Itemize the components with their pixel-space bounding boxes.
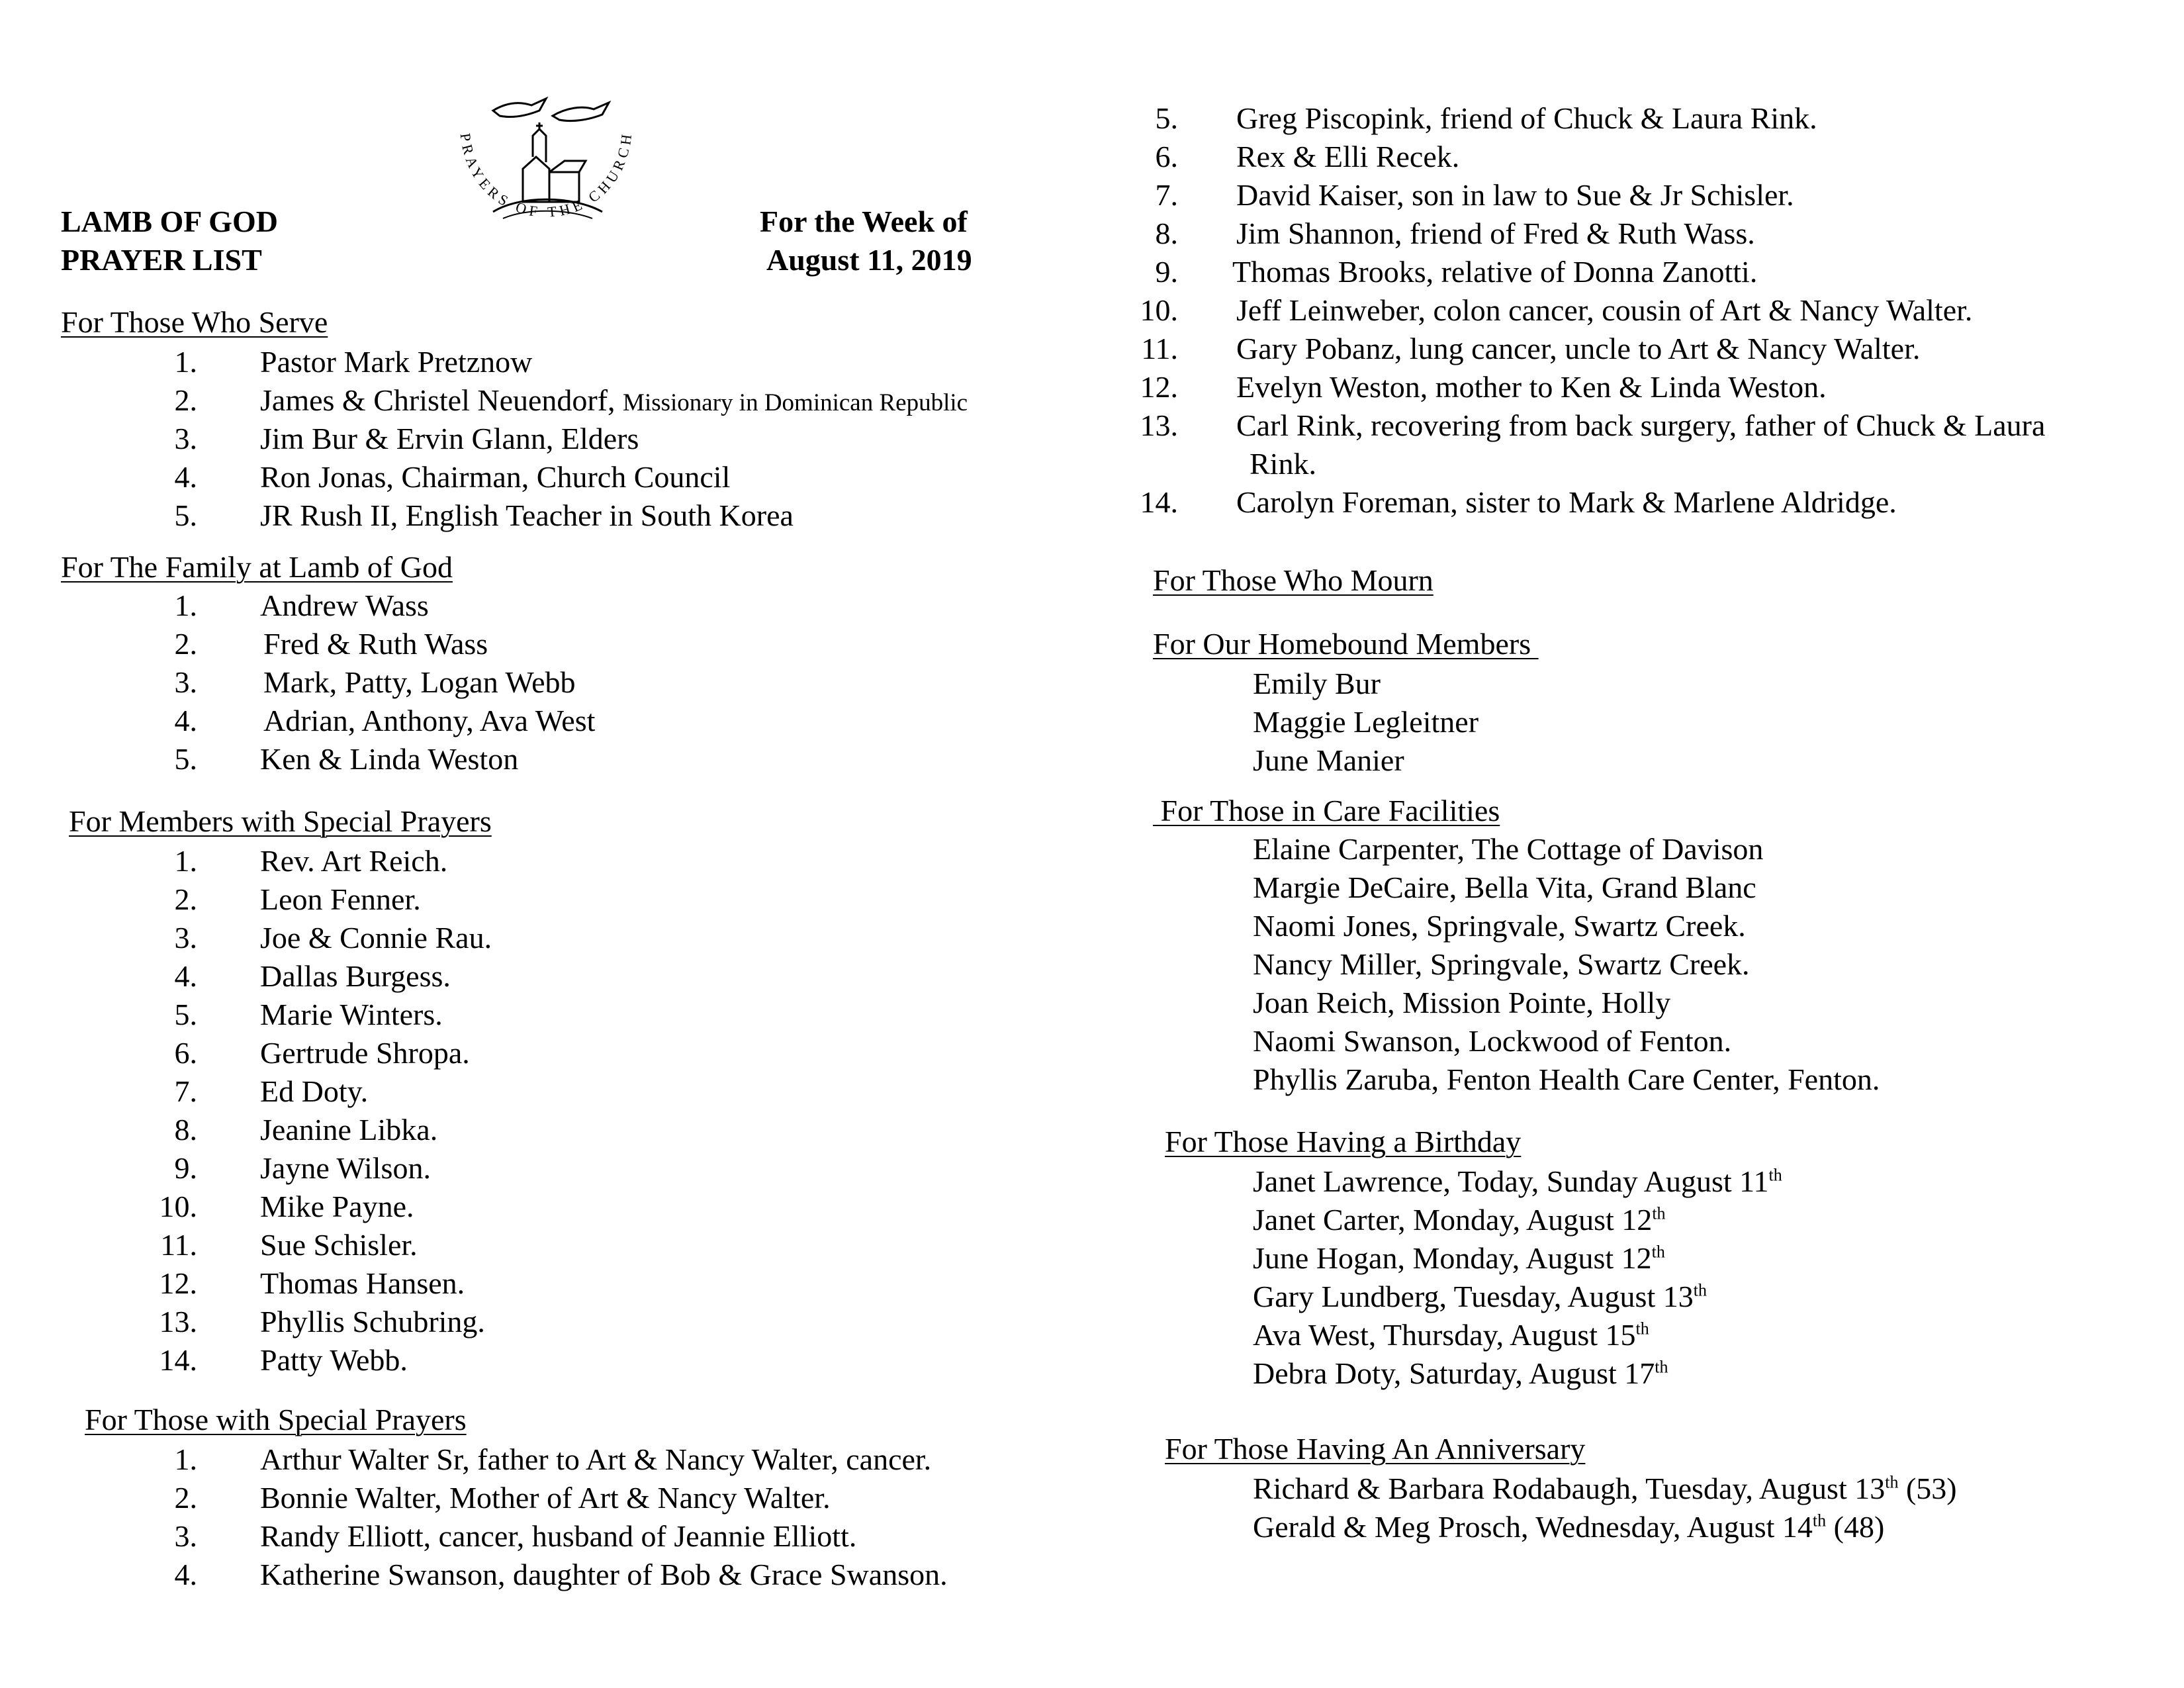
list-item: Emily Bur	[1253, 667, 1381, 700]
section-heading-birthday: For Those Having a Birthday	[1165, 1125, 1522, 1158]
week-date: August 11, 2019	[766, 243, 972, 277]
list-item: 2. Bonnie Walter, Mother of Art & Nancy Walter.	[174, 1481, 831, 1515]
section-heading-mourn: For Those Who Mourn	[1153, 563, 1433, 597]
section-heading-anniversary: For Those Having An Anniversary	[1165, 1432, 1586, 1466]
list-item: 9. Thomas Brooks, relative of Donna Zanotti.	[1155, 255, 1758, 289]
section-heading-homebound: For Our Homebound Members	[1153, 627, 1539, 661]
list-item: June Manier	[1253, 743, 1404, 777]
list-item: 5. Marie Winters.	[174, 998, 443, 1031]
list-item: 14. Patty Webb.	[159, 1343, 408, 1377]
list-item: 5. JR Rush II, English Teacher in South Korea	[174, 498, 794, 532]
list-item: 7. David Kaiser, son in law to Sue & Jr Schisler.	[1155, 178, 1794, 212]
list-item: 13. Carl Rink, recovering from back surgery, father of Chuck & Laura	[1140, 408, 2046, 442]
list-item: Phyllis Zaruba, Fenton Health Care Center, Fenton.	[1253, 1062, 1880, 1096]
section-heading-care: For Those in Care Facilities	[1153, 794, 1500, 827]
birthday-list	[1253, 1162, 2113, 1393]
family-list	[144, 586, 1111, 778]
list-item: Janet Carter, Monday, August 12th	[1253, 1203, 1666, 1237]
anniversary-list	[1253, 1470, 2146, 1546]
prayers-of-the-church-logo	[447, 96, 645, 238]
section-heading-serve: For Those Who Serve	[61, 305, 328, 339]
list-item: 1. Arthur Walter Sr, father to Art & Nancy Walter, cancer.	[174, 1442, 932, 1476]
list-item: Joan Reich, Mission Pointe, Holly	[1253, 986, 1671, 1019]
list-item: 8. Jeanine Libka.	[174, 1113, 438, 1147]
list-item: 1. Rev. Art Reich.	[174, 844, 448, 878]
list-item: 4. Dallas Burgess.	[174, 959, 451, 993]
list-item-continuation: Rink.	[1250, 447, 1316, 481]
list-item: 3. Mark, Patty, Logan Webb	[174, 665, 576, 699]
list-item: Naomi Jones, Springvale, Swartz Creek.	[1253, 909, 1746, 943]
list-item: Margie DeCaire, Bella Vita, Grand Blanc	[1253, 870, 1756, 904]
list-item: 5. Ken & Linda Weston	[174, 742, 519, 776]
list-item: Janet Lawrence, Today, Sunday August 11th	[1253, 1164, 1782, 1198]
list-item: Ava West, Thursday, August 15th	[1253, 1318, 1649, 1352]
document-title-line1: LAMB OF GOD	[61, 205, 278, 238]
list-item: 11. Gary Pobanz, lung cancer, uncle to Art & Nancy Walter.	[1141, 332, 1921, 365]
section-heading-family: For The Family at Lamb of God	[61, 550, 453, 584]
list-item: 10. Jeff Leinweber, colon cancer, cousin of Art & Nancy Walter.	[1140, 293, 1973, 327]
list-item: 2. Fred & Ruth Wass	[174, 627, 488, 661]
list-item: 4. Adrian, Anthony, Ava West	[174, 704, 596, 737]
list-item: 13. Phyllis Schubring.	[159, 1305, 485, 1338]
list-item: 4. Katherine Swanson, daughter of Bob & Grace Swanson.	[174, 1558, 948, 1591]
list-item: 6. Rex & Elli Recek.	[1155, 140, 1460, 173]
list-item: 9. Jayne Wilson.	[174, 1151, 431, 1185]
list-item: Richard & Barbara Rodabaugh, Tuesday, August 13th (53)	[1253, 1472, 1957, 1505]
list-item: Gerald & Meg Prosch, Wednesday, August 14th (48)	[1253, 1510, 1885, 1544]
logo-text: PRAYERS OF THE CHURCH	[457, 129, 635, 220]
list-item: Naomi Swanson, Lockwood of Fenton.	[1253, 1024, 1732, 1058]
list-item: 1. Andrew Wass	[174, 588, 429, 622]
list-item: 12. Thomas Hansen.	[159, 1266, 465, 1300]
list-item: Elaine Carpenter, The Cottage of Davison	[1253, 832, 1764, 866]
care-list	[1253, 830, 2113, 1099]
list-item: Nancy Miller, Springvale, Swartz Creek.	[1253, 947, 1750, 981]
document-title-line2: PRAYER LIST	[61, 243, 262, 277]
list-item: 3. Jim Bur & Ervin Glann, Elders	[174, 422, 639, 455]
list-item: 11. Sue Schisler.	[160, 1228, 418, 1262]
list-item: 3. Joe & Connie Rau.	[174, 921, 492, 955]
list-item: 7. Ed Doty.	[174, 1074, 369, 1108]
list-item: 2. James & Christel Neuendorf, Missionary in Dominican Republic	[174, 383, 968, 417]
homebound-list	[1253, 665, 2113, 780]
members-special-list	[144, 842, 1111, 1380]
those-special-list-part2	[1125, 99, 2181, 522]
list-item: 5. Greg Piscopink, friend of Chuck & Laura Rink.	[1155, 101, 1817, 135]
list-item: 10. Mike Payne.	[159, 1190, 414, 1223]
list-item: 2. Leon Fenner.	[174, 882, 421, 916]
section-heading-members-special: For Members with Special Prayers	[69, 804, 492, 838]
list-item: 4. Ron Jonas, Chairman, Church Council	[174, 460, 731, 494]
list-item: Debra Doty, Saturday, August 17th	[1253, 1356, 1668, 1390]
list-item: 1. Pastor Mark Pretznow	[174, 345, 533, 379]
list-item: June Hogan, Monday, August 12th	[1253, 1241, 1665, 1275]
week-label: For the Week of	[760, 205, 968, 238]
list-item: 14. Carolyn Foreman, sister to Mark & Marlene Aldridge.	[1140, 485, 1897, 519]
list-item: Maggie Legleitner	[1253, 705, 1479, 739]
list-item: 6. Gertrude Shropa.	[174, 1036, 470, 1070]
serve-list	[144, 343, 1111, 535]
list-item: 3. Randy Elliott, cancer, husband of Jeannie Elliott.	[174, 1519, 857, 1553]
section-heading-those-special: For Those with Special Prayers	[85, 1403, 467, 1436]
list-item: 8. Jim Shannon, friend of Fred & Ruth Wass.	[1155, 216, 1755, 250]
list-item: Gary Lundberg, Tuesday, August 13th	[1253, 1280, 1707, 1313]
list-item: 12. Evelyn Weston, mother to Ken & Linda Weston.	[1140, 370, 1827, 404]
those-special-list-part1	[144, 1440, 1111, 1594]
